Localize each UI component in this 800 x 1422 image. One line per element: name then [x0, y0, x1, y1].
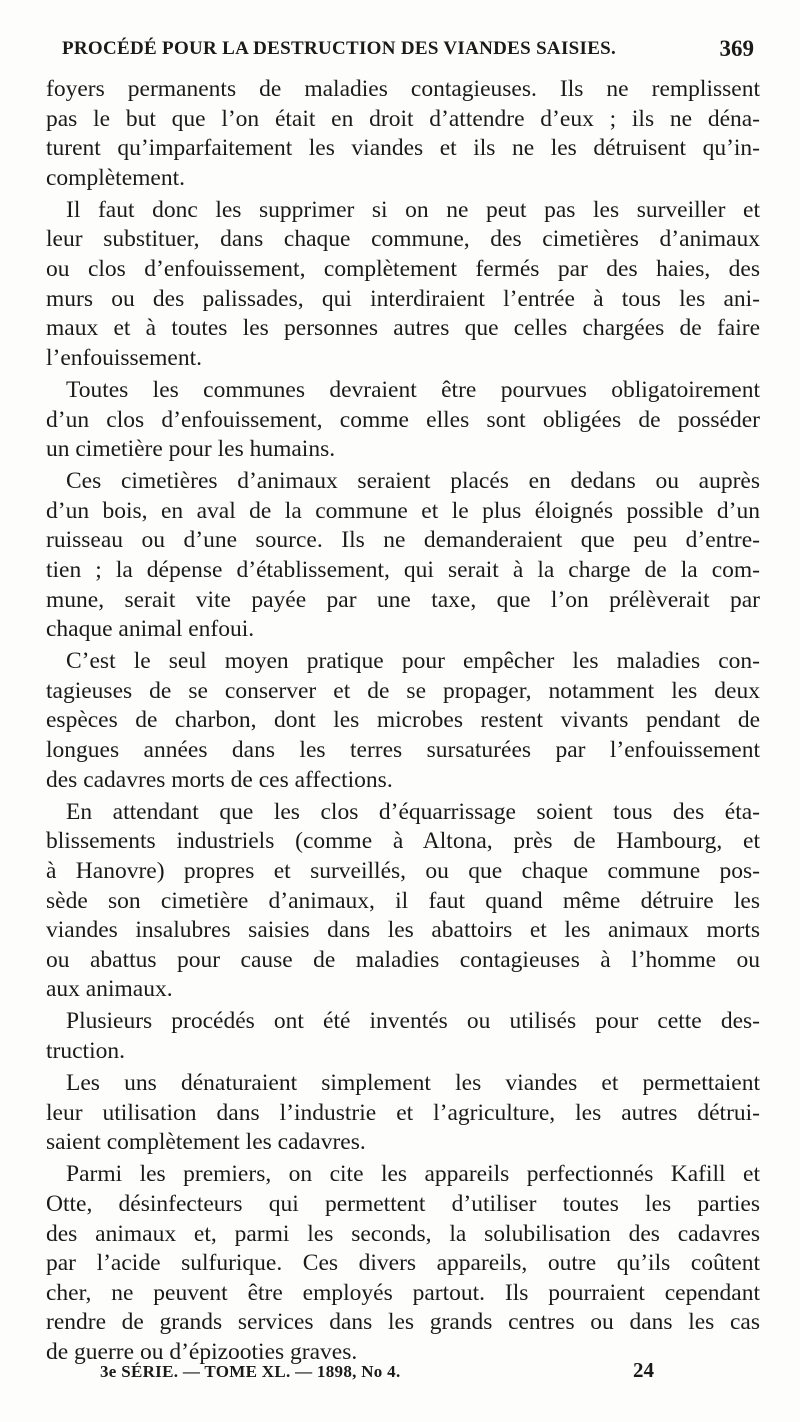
- text-line: cher, ne peuvent être employés partout. Ils pourraient cependant: [46, 1279, 760, 1306]
- text-line: espèces de charbon, dont les microbes restent vivants pendant de: [46, 707, 760, 734]
- signature-mark: 24: [633, 1358, 654, 1382]
- text-line: foyers permanents de maladies contagieuses. Ils ne remplissent: [46, 76, 760, 102]
- page-number: 369: [719, 36, 754, 61]
- text-line: Parmi les premiers, on cite les appareils perfectionnés Kafill et: [66, 1161, 760, 1188]
- text-line: par l’acide sulfurique. Ces divers appareils, outre qu’ils coûtent: [46, 1250, 760, 1277]
- text-line: rendre de grands services dans les grands centres ou dans les cas: [46, 1309, 760, 1336]
- text-line: complètement.: [46, 164, 185, 191]
- text-line: des cadavres morts de ces affections.: [46, 766, 393, 793]
- paragraph: [46, 1160, 760, 1367]
- text-line: ou abattus pour cause de maladies contagieuses à l’homme ou: [46, 946, 760, 973]
- text-line: maux et à toutes les personnes autres que celles chargées de faire: [46, 315, 760, 342]
- text-line: mune, serait vite payée par une taxe, que l’on prélèverait par: [46, 586, 760, 613]
- paragraph: [46, 1007, 760, 1066]
- text-line: chaque animal enfoui.: [46, 616, 255, 643]
- text-line: Il faut donc les supprimer si on ne peut pas les surveiller et: [66, 196, 760, 223]
- paragraph: [46, 75, 760, 193]
- text-line: Ces cimetières d’animaux seraient placés en dedans ou auprès: [66, 468, 760, 495]
- text-line: turent qu’imparfaitement les viandes et ils ne les détruisent qu’in-: [46, 135, 760, 162]
- text-line: C’est le seul moyen pratique pour empêcher les maladies con-: [66, 648, 760, 675]
- paragraph: [46, 467, 760, 645]
- series-line: 3e SÉRIE. — TOME XL. — 1898, No 4.: [100, 1362, 401, 1381]
- text-line: aux animaux.: [46, 976, 173, 1003]
- text-line: Les uns dénaturaient simplement les viandes et permettaient: [66, 1070, 760, 1097]
- page-header: [62, 38, 758, 68]
- text-line: Plusieurs procédés ont été inventés ou utilisés pour cette des-: [66, 1008, 760, 1035]
- text-line: d’un clos d’enfouissement, comme elles sont obligées de posséder: [46, 406, 760, 433]
- text-line: un cimetière pour les humains.: [46, 436, 336, 463]
- paragraph: [46, 376, 760, 465]
- text-line: Otte, désinfecteurs qui permettent d’utiliser toutes les parties: [46, 1190, 760, 1217]
- text-line: longues années dans les terres sursaturées par l’enfouissement: [46, 737, 760, 764]
- text-line: saient complètement les cadavres.: [46, 1129, 366, 1156]
- text-line: sède son cimetière d’animaux, il faut quand même détruire les: [46, 887, 760, 914]
- text-line: blissements industriels (comme à Altona, près de Hambourg, et: [46, 828, 760, 855]
- text-line: viandes insalubres saisies dans les abattoirs et les animaux morts: [46, 917, 760, 944]
- paragraph: [46, 798, 760, 1005]
- text-line: l’enfouissement.: [46, 344, 202, 371]
- page-footer: [100, 1358, 700, 1392]
- text-line: pas le but que l’on était en droit d’attendre d’eux ; ils ne déna-: [46, 105, 760, 132]
- text-line: En attendant que les clos d’équarrissage soient tous des éta-: [66, 798, 760, 825]
- text-line: murs ou des palissades, qui interdiraient l’entrée à tous les ani-: [46, 285, 760, 312]
- text-line: truction.: [46, 1038, 125, 1064]
- text-line: à Hanovre) propres et surveillés, ou que chaque commune pos-: [46, 857, 760, 884]
- paragraph: [46, 647, 760, 795]
- text-line: de guerre ou d’épizooties graves.: [46, 1338, 358, 1365]
- text-line: tagieuses de se conserver et de se propager, notamment les deux: [46, 677, 760, 704]
- text-line: leur substituer, dans chaque commune, des cimetières d’animaux: [46, 226, 760, 253]
- text-line: ou clos d’enfouissement, complètement fermés par des haies, des: [46, 256, 760, 283]
- text-line: tien ; la dépense d’établissement, qui serait à la charge de la com-: [46, 557, 760, 583]
- text-line: Toutes les communes devraient être pourvues obligatoirement: [66, 376, 760, 403]
- running-head: PROCÉDÉ POUR LA DESTRUCTION DES VIANDES SAISIES.: [62, 38, 617, 59]
- text-line: leur utilisation dans l’industrie et l’agriculture, les autres détrui-: [46, 1099, 760, 1126]
- text-line: d’un bois, en aval de la commune et le plus éloignés possible d’un: [46, 497, 760, 524]
- text-line: des animaux et, parmi les seconds, la solubilisation des cadavres: [46, 1220, 760, 1247]
- paragraph: [46, 196, 760, 374]
- text-line: ruisseau ou d’une source. Ils ne demanderaient que peu d’entre-: [46, 527, 760, 554]
- body-text: [46, 75, 760, 1368]
- paragraph: [46, 1069, 760, 1158]
